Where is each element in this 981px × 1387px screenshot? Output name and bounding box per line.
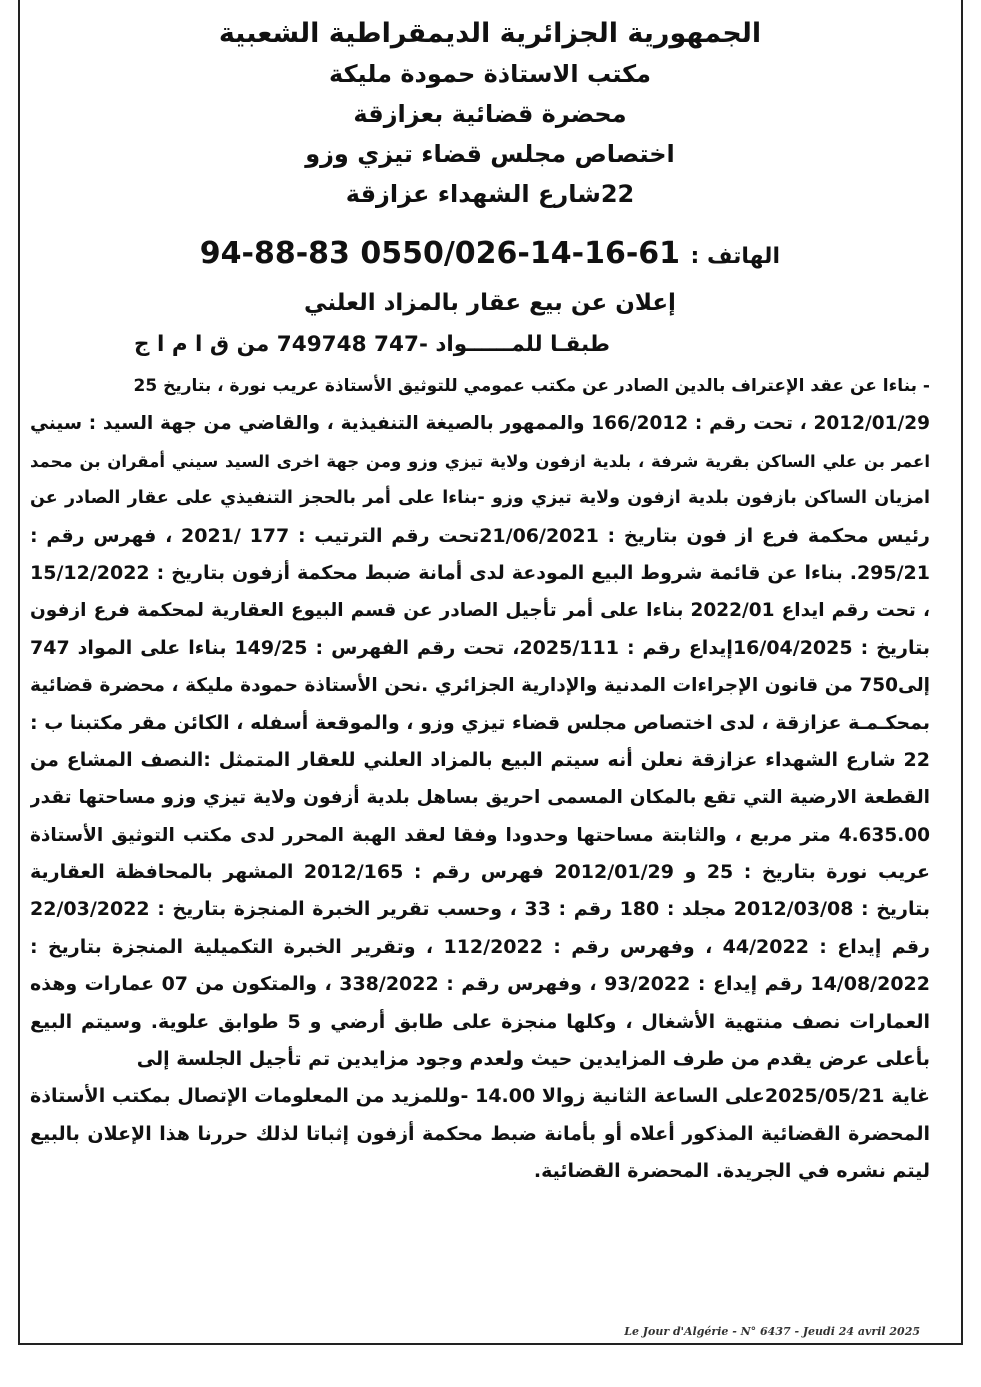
body-line: رقم إيداع : 44/2022 ، وفهرس رقم : 112/2022 ، وتقرير الخبرة التكميلية المنجزة بتاريخ : xyxy=(30,935,930,958)
body-line: 2012/01/29 ، تحت رقم : 166/2012 والممهور بالصيغة التنفيذية ، والقاضي من جهة السيد : سيني xyxy=(30,413,930,435)
body-line: 22 شارع الشهداء عزازقة نعلن أنه سيتم البيع بالمزاد العلني للعقار المتمثل :النصف المشاع من xyxy=(30,748,930,771)
page-border-bottom xyxy=(18,1343,963,1345)
phone-numbers: 94-88-83 0550/026-14-16-61 xyxy=(199,236,681,271)
body-line: بأعلى عرض يقدم من طرف المزايدين حيث ولعدم وجود مزايدين تم تأجيل الجلسة إلى xyxy=(136,1048,930,1071)
body-line: غاية 2025/05/21على الساعة الثانية زوالا 14.00 -وللمزيد من المعلومات الإتصال بمكتب الأستاذة xyxy=(30,1085,930,1108)
body-line: القطعة الارضية التي تقع بالمكان المسمى احريق بساهل بلدية أزفون ولاية تيزي وزو مساحتها تقدر xyxy=(30,787,930,809)
body-line: - بناءا عن عقد الإعتراف بالدين الصادر عن مكتب عمومي للتوثيق الأستاذة عريب نورة ، بتاريخ 25 xyxy=(133,376,930,396)
phone-line xyxy=(60,232,780,279)
body-line: ، تحت رقم ايداع 2022/01 بناءا على أمر تأجيل الصادر عن قسم البيوع العقارية لمحكمة فرع ازفون xyxy=(30,600,930,622)
newspaper-footer: Le Jour d'Algérie - N° 6437 - Jeudi 24 avril 2025 xyxy=(624,1325,920,1338)
bailiff-title: محضرة قضائية بعزازقة xyxy=(353,100,627,128)
body-line: بتاريخ : 16/04/2025إيداع رقم : 2025/111، تحت رقم الفهرس : 149/25 بناءا على المواد 747 xyxy=(30,636,930,659)
body-line: ليتم نشره في الجريدة. المحضرة القضائية. xyxy=(533,1160,930,1183)
body-line: العمارات نصف منتهية الأشغال ، وكلها منجزة على طابق أرضي و 5 طوابق علوية. وسيتم البيع xyxy=(30,1010,930,1033)
republic-title: الجمهورية الجزائرية الديمقراطية الشعبية xyxy=(218,18,762,49)
letterhead xyxy=(60,14,920,214)
body-line: 14/08/2022 رقم إيداع : 93/2022 ، وفهرس رقم : 338/2022 ، والمتكون من 07 عمارات وهذه xyxy=(30,973,930,996)
body-line: المحضرة القضائية المذكور أعلاه أو بأمانة ضبط محكمة أزفون إثباتا لذلك حررنا هذا الإعلان بالبيع xyxy=(30,1122,930,1145)
body-line: امزيان الساكن بازفون بلدية ازفون ولاية تيزي وزو -بناءا على أمر بالحجز التنفيذي على عقار الصادر عن xyxy=(30,488,930,509)
body-line: 295/21. بناءا عن قائمة شروط البيع المودعة لدى أمانة ضبط محكمة أزفون بتاريخ : 15/12/2022 xyxy=(30,561,930,584)
page-border-right xyxy=(961,0,963,1345)
jurisdiction: اختصاص مجلس قضاء تيزي وزو xyxy=(305,140,675,168)
office-address: 22شارع الشهداء عزازقة xyxy=(345,180,635,208)
page-border-left xyxy=(18,0,20,1345)
office-name: مكتب الاستاذة حمودة مليكة xyxy=(329,60,651,88)
body-line: اعمر بن علي الساكن بقرية شرفة ، بلدية ازفون ولاية تيزي وزو ومن جهة اخرى السيد سيني أمقران بن محمد xyxy=(30,451,930,471)
phone-label: الهاتف : xyxy=(690,244,780,269)
legal-articles-line: طبقـا للمــــــواد -747 749748 من ق ا م ا ج xyxy=(133,332,610,357)
announcement-title: إعلان عن بيع عقار بالمزاد العلني xyxy=(304,290,676,316)
body-line: إلى750 من قانون الإجراءات المدنية والإدارية الجزائري .نحن الأستاذة حمودة مليكة ، محضرة قضائية xyxy=(30,675,930,697)
body-line: عريب نورة بتاريخ : 25 و 2012/01/29 فهرس رقم : 2012/165 المشهر بالمحافظة العقارية xyxy=(30,861,930,884)
body-line: رئيس محكمة فرع از فون بتاريخ : 21/06/2021تحت رقم الترتيب : 177 /2021 ، فهرس رقم : xyxy=(30,524,930,547)
body-line: بمحكـمـة عزازقة ، لدى اختصاص مجلس قضاء تيزي وزو ، والموقعة أسفله ، الكائن مقر مكتبنا ب : xyxy=(30,711,930,734)
body-line: بتاريخ : 2012/03/08 مجلد : 180 رقم : 33 ، وحسب تقرير الخبرة المنجزة بتاريخ : 22/03/2022 xyxy=(30,898,930,921)
body-line: 4.635.00 متر مربع ، والثابتة مساحتها وحدودا وفقا لعقد الهبة المحرر لدى مكتب التوثيق الأستاذة xyxy=(30,824,930,846)
announcement-body xyxy=(30,368,930,1191)
